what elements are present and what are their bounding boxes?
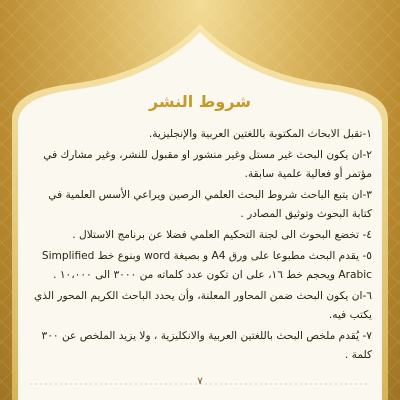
condition-item-5: ٥- يقدم البحث مطبوعا على ورق A4 و بصيغة word وبنوع خط Simplified Arabic ويحجم خط ١٦، على ان تكون عدد كلماته من ٣٠٠٠ الى ١٠،٠٠٠ . (41, 250, 372, 281)
condition-item-4: ٤- تخضع البحوث الى لجنة التحكيم العلمي فضلا عن برنامج الاستلال . (72, 229, 372, 241)
conditions-content (28, 88, 372, 388)
condition-item-1: ١-تقبل الابحاث المكتوبة باللغتين العربية والإنجليزية. (148, 128, 372, 140)
page-number: ٧ (197, 376, 203, 387)
condition-item-7: ٧- يُقدم ملخص البحث باللغتين العربية والانكليزية ، ولا يزيد الملخص عن ٣٠٠ كلمة . (41, 330, 372, 361)
condition-item-2: ٢-ان يكون البحث غير مستل وغير منشور او مقبول للنشر، وغير مشارك في مؤتمر أو فعالية علمية سابقة. (43, 149, 372, 180)
condition-item-3: ٣-ان يتبع الباحث شروط البحث العلمي الرصين ويراعي الأسس العلمية في كتابة البحوث وتوثيق المصادر . (48, 189, 372, 220)
page-title: شروط النشر (148, 92, 252, 111)
condition-item-6: ٦-ان يكون البحث ضمن المحاور المعلنة، وأن يحدد الباحث الكريم المحور الذي يكتب فيه. (34, 290, 372, 321)
